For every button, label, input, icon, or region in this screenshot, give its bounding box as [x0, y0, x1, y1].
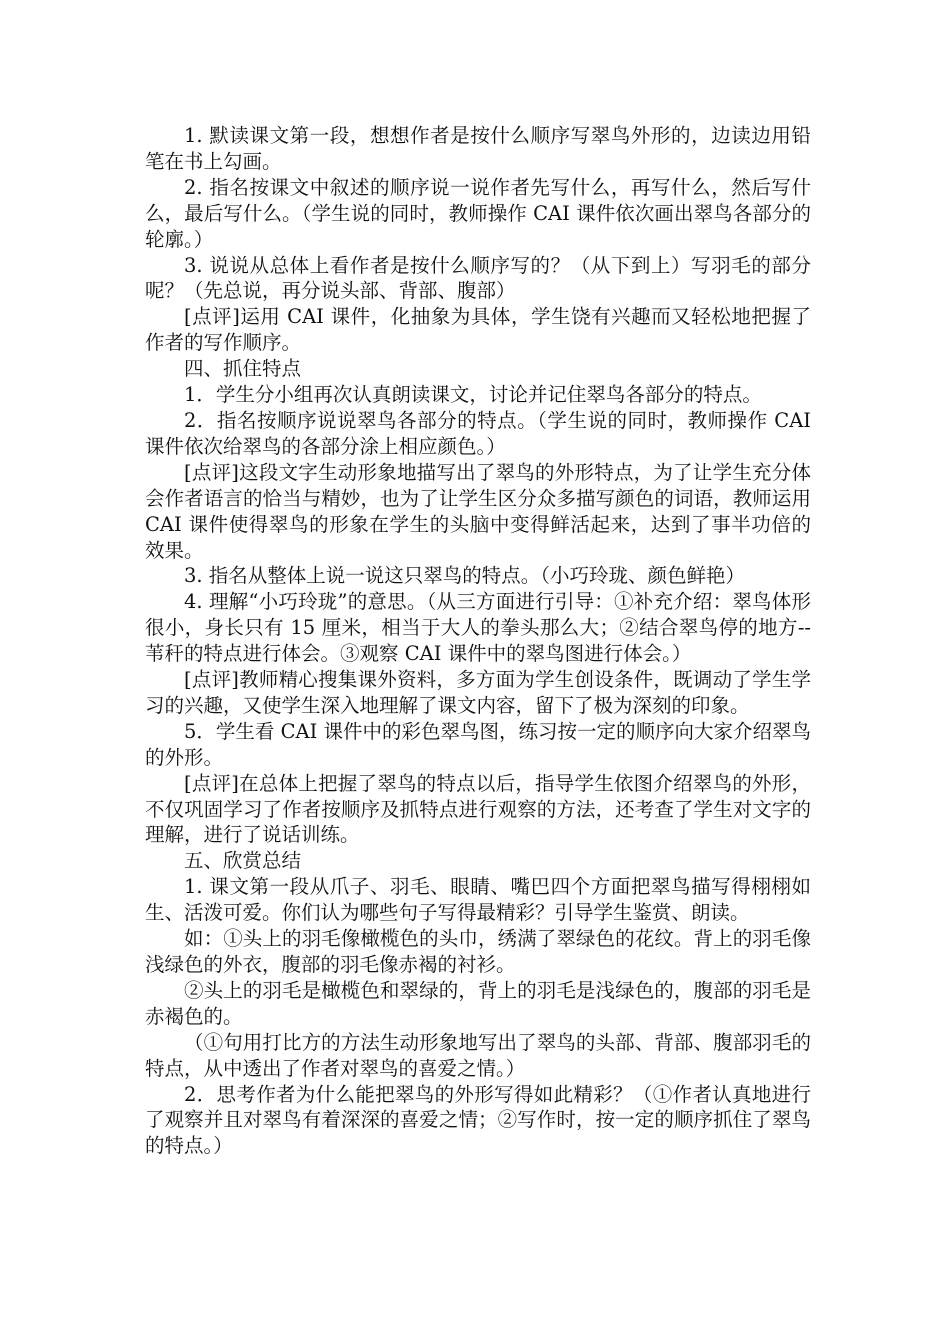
paragraph: 1. 课文第一段从爪子、羽毛、眼睛、嘴巴四个方面把翠鸟描写得栩栩如生、活泼可爱。你们认为哪些句子写得最精彩？引导学生鉴赏、朗读。 — [145, 875, 811, 925]
paragraph: 5．学生看 CAI 课件中的彩色翠鸟图，练习按一定的顺序向大家介绍翠鸟的外形。 — [145, 719, 812, 769]
paragraph: 4. 理解“小巧玲珑”的意思。（从三方面进行引导：①补充介绍：翠鸟体形很小，身长只有 15 厘米，相当于大人的拳头那么大；②结合翠鸟停的地方--苇秆的特点进行体会。③观察 CAI 课件中的翠鸟图进行体会。） — [145, 590, 811, 666]
paragraph: 1．学生分小组再次认真朗读课文，讨论并记住翠鸟各部分的特点。 — [184, 383, 762, 407]
comment-paragraph: [点评]这段文字生动形象地描写出了翠鸟的外形特点，为了让学生充分体会作者语言的恰当与精妙，也为了让学生区分众多描写颜色的词语，教师运用 CAI 课件使得翠鸟的形象在学生的头脑中变得鲜活起来，达到了事半功倍的效果。 — [145, 460, 811, 562]
paragraph: 1. 默读课文第一段，想想作者是按什么顺序写翠鸟外形的，边读边用铅笔在书上勾画。 — [145, 124, 811, 173]
document-page — [145, 123, 811, 1159]
paragraph: 3. 指名从整体上说一说这只翠鸟的特点。（小巧玲珑、颜色鲜艳） — [184, 564, 746, 588]
paragraph: 如：①头上的羽毛像橄榄色的头巾，绣满了翠绿色的花纹。背上的羽毛像浅绿色的外衣，腹部的羽毛像赤褐的衬衫。 — [145, 927, 811, 976]
paragraph: 2．思考作者为什么能把翠鸟的外形写得如此精彩？（①作者认真地进行了观察并且对翠鸟有着深深的喜爱之情；②写作时，按一定的顺序抓住了翠鸟的特点。） — [145, 1082, 811, 1158]
paragraph: ②头上的羽毛是橄榄色和翠绿的，背上的羽毛是浅绿色的，腹部的羽毛是赤褐色的。 — [145, 978, 811, 1028]
section-heading: 五、欣赏总结 — [184, 849, 302, 873]
comment-paragraph: [点评]在总体上把握了翠鸟的特点以后，指导学生依图介绍翠鸟的外形，不仅巩固学习了作者按顺序及抓特点进行观察的方法，还考查了学生对文字的理解，进行了说话训练。 — [145, 771, 811, 847]
paragraph: 3. 说说从总体上看作者是按什么顺序写的？（从下到上）写羽毛的部分呢？（先总说，再分说头部、背部、腹部） — [145, 253, 811, 303]
paragraph: 2. 指名按课文中叙述的顺序说一说作者先写什么，再写什么，然后写什么，最后写什么。（学生说的同时，教师操作 CAI 课件依次画出翠鸟各部分的轮廓。） — [145, 175, 811, 251]
comment-paragraph: [点评]运用 CAI 课件，化抽象为具体，学生饶有兴趣而又轻松地把握了作者的写作顺序。 — [145, 305, 811, 355]
paragraph: （①句用打比方的方法生动形象地写出了翠鸟的头部、背部、腹部羽毛的特点，从中透出了作者对翠鸟的喜爱之情。） — [145, 1030, 811, 1080]
section-heading: 四、抓住特点 — [184, 357, 302, 381]
paragraph: 2．指名按顺序说说翠鸟各部分的特点。（学生说的同时，教师操作 CAI 课件依次给翠鸟的各部分涂上相应颜色。） — [145, 408, 811, 458]
comment-paragraph: [点评]教师精心搜集课外资料，多方面为学生创设条件，既调动了学生学习的兴趣，又使学生深入地理解了课文内容，留下了极为深刻的印象。 — [145, 668, 811, 717]
